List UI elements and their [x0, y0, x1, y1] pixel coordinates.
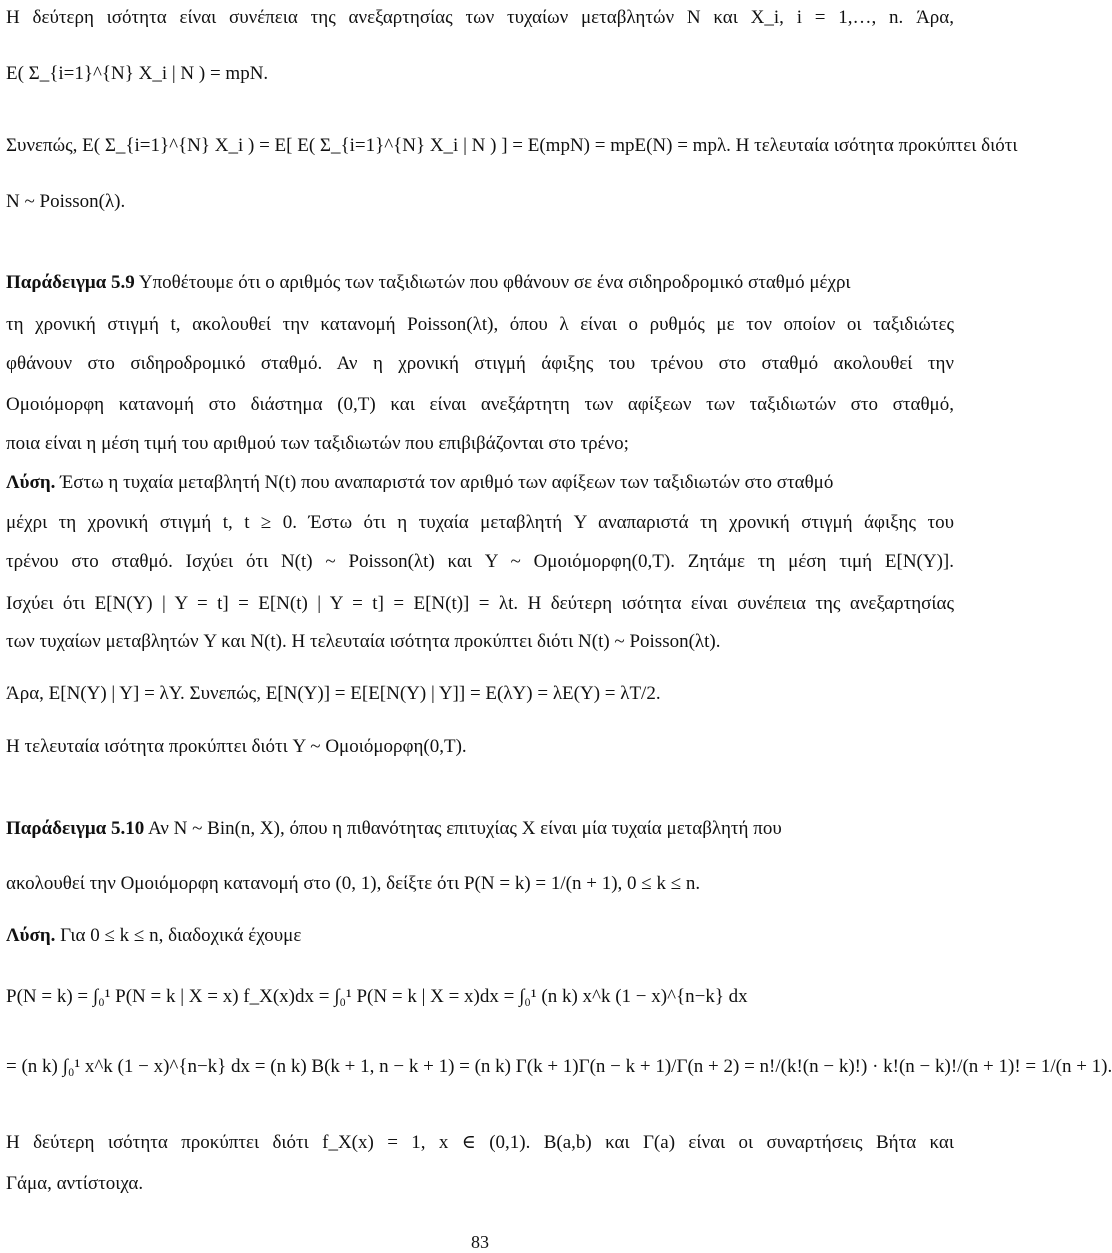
text-line: των τυχαίων μεταβλητών Y και N(t). Η τελευταία ισότητα προκύπτει διότι N(t) ~ Poisson(λt). — [6, 631, 721, 652]
formula-line: ακολουθεί την Ομοιόμορφη κατανομή στο (0, 1), δείξτε ότι P(N = k) = 1/(n + 1), 0 ≤ k ≤ n. — [6, 873, 701, 894]
text-span: Για 0 ≤ k ≤ n, διαδοχικά έχουμε — [60, 925, 302, 946]
page-number: 83 — [471, 1232, 489, 1252]
text-line: τρένου στο σταθμό. Ισχύει ότι N(t) ~ Poisson(λt) και Y ~ Ομοιόμορφη(0,T). Ζητάμε τη μέση τιμή E[N(Y)]. — [6, 551, 954, 572]
text-line: φθάνουν στο σιδηροδρομικό σταθμό. Αν η χρονική στιγμή άφιξης του τρένου στο σταθμό ακολουθεί την — [6, 353, 954, 374]
text-line: Ισχύει ότι E[N(Y) | Y = t] = E[N(t) | Y = t] = E[N(t)] = λt. Η δεύτερη ισότητα είναι συνέπεια της ανεξαρτησίας — [6, 593, 954, 614]
text-line: τη χρονική στιγμή t, ακολουθεί την κατανομή Poisson(λt), όπου λ είναι ο ρυθμός με τον οποίον οι ταξιδιώτες — [6, 314, 954, 335]
formula-line: = (n k) ∫₀¹ x^k (1 − x)^{n−k} dx = (n k) B(k + 1, n − k + 1) = (n k) Γ(k + 1)Γ(n − k + 1)/Γ(n + 2) = n!/(k!(n − k)!) · k!(n − k)!/(n + 1)! = 1/(n + 1). — [6, 1056, 1112, 1077]
solution-heading: Λύση. — [6, 925, 56, 946]
text-line: Η δεύτερη ισότητα είναι συνέπεια της ανεξαρτησίας των τυχαίων μεταβλητών N και X_i, i = 1,…, n. Άρα, — [6, 7, 954, 28]
solution-line — [6, 471, 954, 495]
text-span: Αν N ~ Bin(n, X), όπου η πιθανότητας επιτυχίας X είναι μία τυχαία μεταβλητή που — [148, 818, 782, 839]
text-line: Η τελευταία ισότητα προκύπτει διότι Y ~ Ομοιόμορφη(0,T). — [6, 736, 467, 757]
example-line — [6, 271, 954, 295]
text-line: μέχρι τη χρονική στιγμή t, t ≥ 0. Έστω ότι η τυχαία μεταβλητή Y αναπαριστά τη χρονική στιγμή άφιξης του — [6, 512, 954, 533]
text-span: Έστω η τυχαία μεταβλητή N(t) που αναπαριστά τον αριθμό των αφίξεων των ταξιδιωτών στο σταθμό — [60, 472, 834, 493]
formula-line: E( Σ_{i=1}^{N} X_i | N ) = mpN. — [6, 63, 269, 84]
example-line — [6, 817, 954, 841]
formula-line: N ~ Poisson(λ). — [6, 191, 126, 212]
solution-heading: Λύση. — [6, 472, 56, 493]
text-line: Η δεύτερη ισότητα προκύπτει διότι f_X(x) = 1, x ∈ (0,1). B(a,b) και Γ(a) είναι οι συναρτήσεις Βήτα και — [6, 1132, 954, 1153]
formula-line: Άρα, E[N(Y) | Y] = λY. Συνεπώς, E[N(Y)] = E[E[N(Y) | Y]] = E(λY) = λE(Y) = λT/2. — [6, 683, 661, 704]
solution-line — [6, 924, 954, 948]
formula-line: Συνεπώς, E( Σ_{i=1}^{N} X_i ) = E[ E( Σ_{i=1}^{N} X_i | N ) ] = E(mpN) = mpE(N) = mpλ. Η τελευταία ισότητα προκύπτει διότι — [6, 135, 1018, 156]
text-line: Γάμα, αντίστοιχα. — [6, 1173, 144, 1194]
formula-line: P(N = k) = ∫₀¹ P(N = k | X = x) f_X(x)dx = ∫₀¹ P(N = k | X = x)dx = ∫₀¹ (n k) x^k (1 − x)^{n−k} dx — [6, 986, 748, 1007]
example-heading: Παράδειγμα 5.10 — [6, 818, 145, 839]
text-span: Υποθέτουμε ότι ο αριθμός των ταξιδιωτών που φθάνουν σε ένα σιδηροδρομικό σταθμό μέχρι — [138, 272, 851, 293]
text-line: ποια είναι η μέση τιμή του αριθμού των ταξιδιωτών που επιβιβάζονται στο τρένο; — [6, 433, 629, 454]
text-line: Ομοιόμορφη κατανομή στο διάστημα (0,T) και είναι ανεξάρτητη των αφίξεων των ταξιδιωτών στο σταθμό, — [6, 394, 954, 415]
example-heading: Παράδειγμα 5.9 — [6, 272, 135, 293]
